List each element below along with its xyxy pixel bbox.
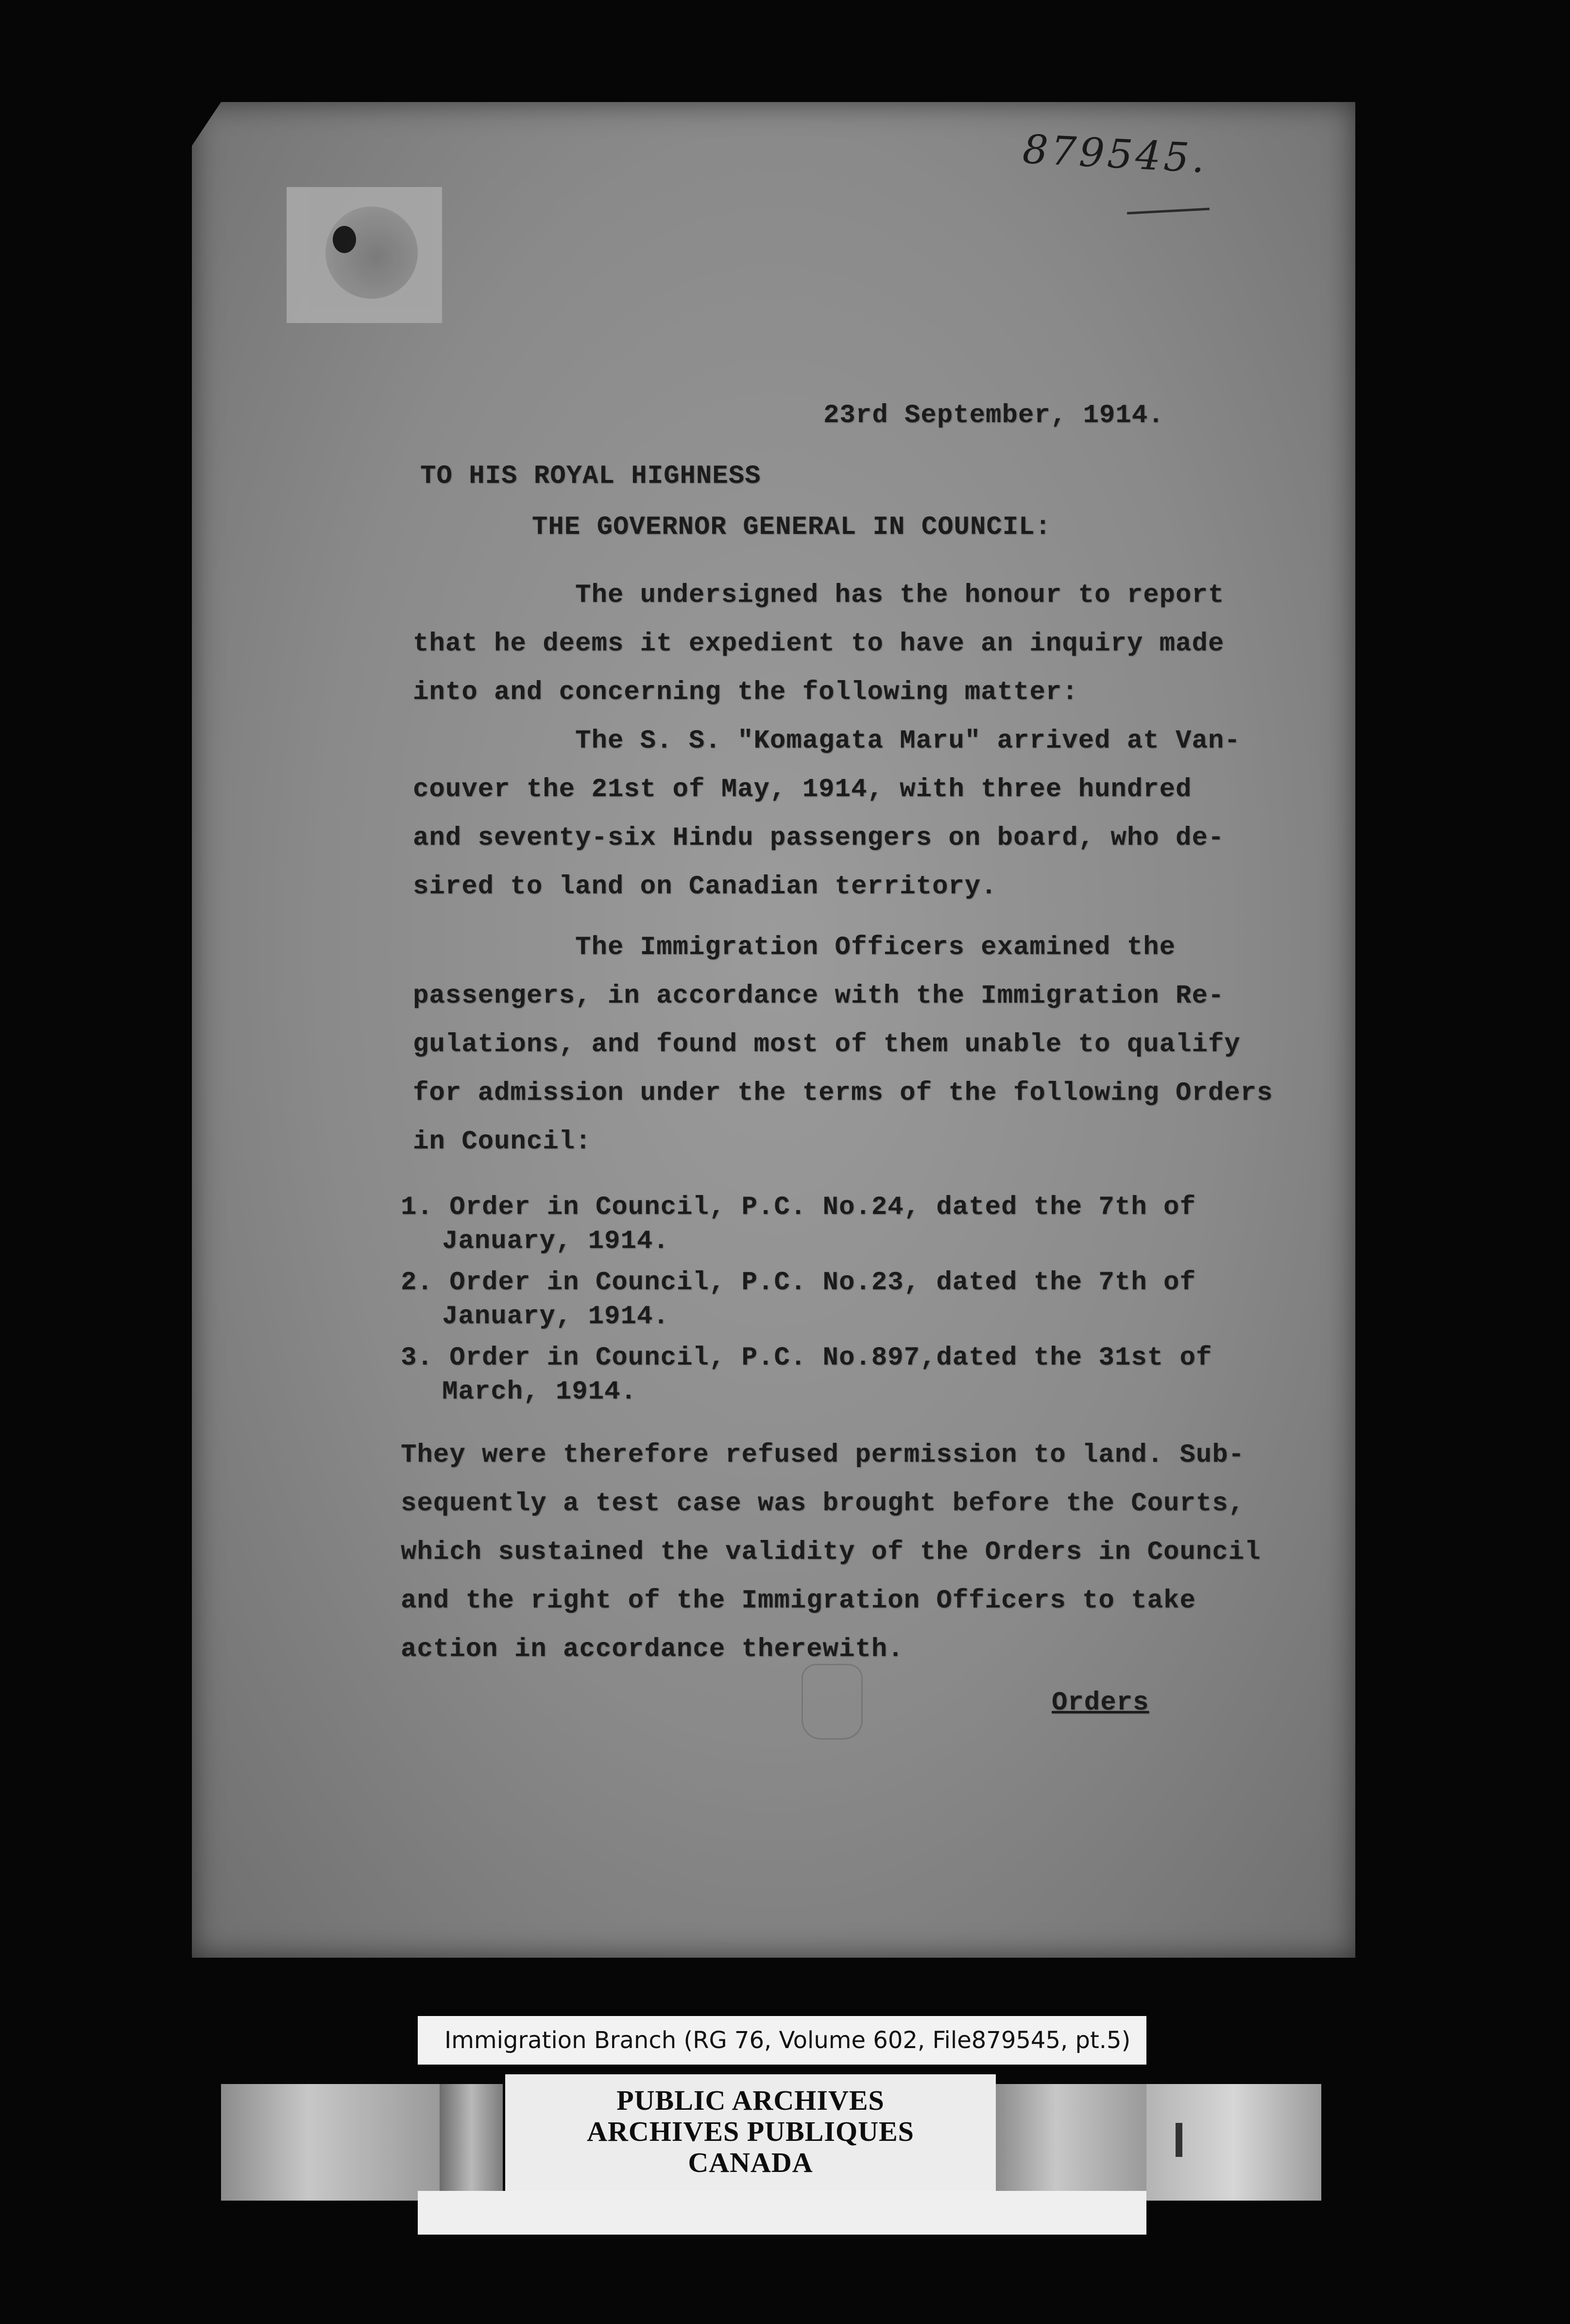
archives-stamp-line-3: CANADA — [688, 2147, 813, 2178]
paragraph-1-line: The undersigned has the honour to report — [413, 581, 1225, 610]
paragraph-3-line: The Immigration Officers examined the — [413, 933, 1176, 962]
paragraph-1-line: into and concerning the following matter: — [413, 678, 1078, 707]
order-list-item-continuation: January, 1914. — [442, 1227, 669, 1256]
letter-date: 23rd September, 1914. — [823, 401, 1164, 430]
order-list-item-continuation: January, 1914. — [442, 1302, 669, 1332]
order-list-item-continuation: March, 1914. — [442, 1377, 637, 1407]
paragraph-2-line: and seventy-six Hindu passengers on board, who de- — [413, 823, 1225, 853]
film-tab-right — [1146, 2084, 1321, 2201]
archive-reference-text: Immigration Branch (RG 76, Volume 602, File879545, pt.5) — [444, 2027, 1131, 2054]
letter-sheet — [192, 102, 1355, 1958]
handwritten-file-number: 879545. — [1021, 126, 1209, 182]
stain-mark — [325, 206, 418, 299]
archives-stamp-line-2: ARCHIVES PUBLIQUES — [587, 2116, 914, 2147]
paragraph-4-line: They were therefore refused permission to land. Sub- — [401, 1440, 1245, 1470]
film-tab-right-inner — [996, 2084, 1146, 2201]
order-list-item: 2. Order in Council, P.C. No.23, dated the 7th of — [401, 1268, 1196, 1298]
paragraph-1-line: that he deems it expedient to have an inquiry made — [413, 629, 1225, 659]
film-tab-left-inner — [440, 2084, 503, 2201]
folded-corner — [192, 102, 221, 146]
catchword: Orders — [1052, 1688, 1149, 1718]
paragraph-2-line: sired to land on Canadian territory. — [413, 872, 997, 902]
punch-hole-area — [287, 187, 442, 323]
order-list-item: 3. Order in Council, P.C. No.897,dated the 31st of — [401, 1343, 1212, 1373]
paragraph-3-line: for admission under the terms of the following Orders — [413, 1078, 1273, 1108]
addressee-line-2: THE GOVERNOR GENERAL IN COUNCIL: — [532, 513, 1051, 542]
order-list-item: 1. Order in Council, P.C. No.24, dated the 7th of — [401, 1193, 1196, 1222]
paragraph-4-line: and the right of the Immigration Officers to take — [401, 1586, 1196, 1616]
paragraph-2-line: The S. S. "Komagata Maru" arrived at Van- — [413, 726, 1241, 756]
paragraph-4-line: sequently a test case was brought before the Courts, — [401, 1489, 1245, 1519]
film-tab-left — [221, 2084, 440, 2201]
archives-stamp-line-1: PUBLIC ARCHIVES — [616, 2085, 885, 2116]
tab-marker — [1176, 2123, 1182, 2157]
paragraph-3-line: passengers, in accordance with the Immigration Re- — [413, 981, 1225, 1011]
paragraph-4-line: which sustained the validity of the Orders in Council — [401, 1538, 1261, 1567]
paragraph-2-line: couver the 21st of May, 1914, with three hundred — [413, 775, 1192, 804]
public-archives-stamp — [505, 2074, 996, 2191]
handwritten-underline — [1127, 208, 1210, 215]
paragraph-3-line: in Council: — [413, 1127, 592, 1157]
paragraph-4-line: action in accordance therewith. — [401, 1635, 904, 1664]
addressee-line-1: TO HIS ROYAL HIGHNESS — [420, 461, 761, 491]
label-bottom-strip — [418, 2191, 1146, 2235]
archive-reference-label — [418, 2016, 1146, 2065]
paragraph-3-line: gulations, and found most of them unable to qualify — [413, 1030, 1241, 1059]
punch-hole — [333, 226, 356, 253]
faint-watermark — [802, 1664, 863, 1740]
